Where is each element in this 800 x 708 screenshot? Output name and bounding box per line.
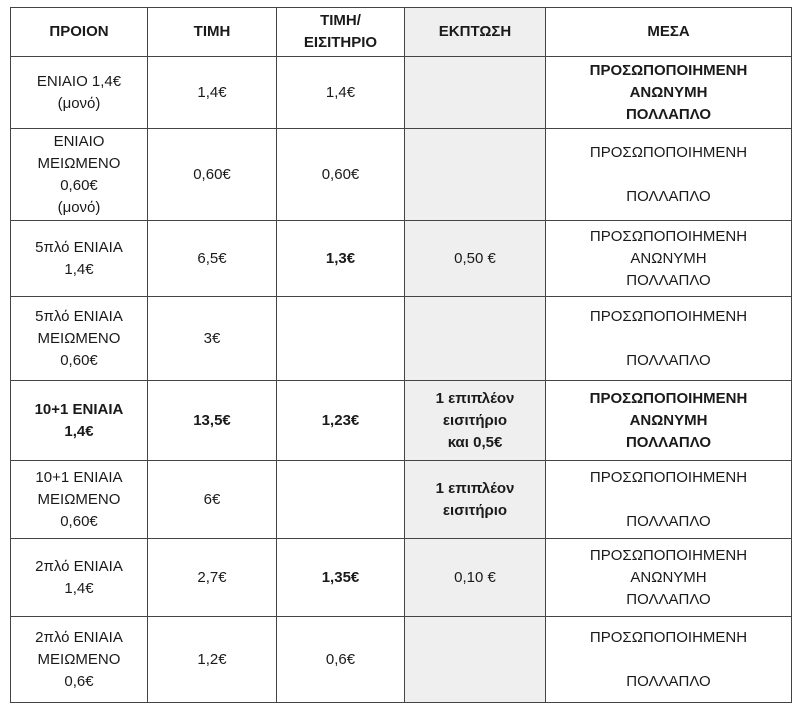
header-media: ΜΕΣΑ (546, 8, 792, 57)
header-price-per-ticket (277, 8, 405, 57)
cell-line: ΠΟΛΛΑΠΛΟ (626, 590, 711, 608)
cell-line: 5πλό ΕΝΙΑΙΑ (35, 238, 123, 256)
cell-media (546, 57, 792, 129)
cell-discount (405, 221, 546, 297)
cell-price: 1,2€ (148, 617, 277, 703)
cell-discount (405, 461, 546, 539)
cell-line: (μονό) (57, 94, 101, 112)
cell-line: ΑΝΩΝΥΜΗ (629, 411, 708, 429)
table-row (11, 381, 792, 461)
cell-price: 6€ (148, 461, 277, 539)
table-row (11, 539, 792, 617)
cell-discount (405, 129, 546, 221)
cell-per-ticket: 0,6€ (277, 617, 405, 703)
cell-line: 2πλό ΕΝΙΑΙΑ (35, 557, 123, 575)
table-row (11, 297, 792, 381)
cell-blank-line (550, 328, 787, 350)
cell-blank-line (550, 649, 787, 671)
cell-product (11, 381, 148, 461)
cell-line: ΑΝΩΝΥΜΗ (629, 83, 708, 101)
cell-line: ΜΕΙΩΜΕΝΟ (37, 329, 121, 347)
cell-discount (405, 381, 546, 461)
cell-per-ticket (277, 297, 405, 381)
cell-line: ΠΟΛΛΑΠΛΟ (625, 105, 712, 123)
cell-line: 1,4€ (64, 260, 94, 278)
table-row (11, 129, 792, 221)
cell-per-ticket: 1,4€ (277, 57, 405, 129)
cell-line: ΑΝΩΝΥΜΗ (630, 249, 707, 267)
cell-blank-line (550, 164, 787, 186)
cell-price: 13,5€ (148, 381, 277, 461)
cell-line: ΠΟΛΛΑΠΛΟ (626, 512, 711, 530)
header-price: ΤΙΜΗ (148, 8, 277, 57)
cell-line: 1 επιπλέον (435, 389, 515, 407)
cell-line: 5πλό ΕΝΙΑΙΑ (35, 307, 123, 325)
cell-line: 0,60€ (60, 512, 98, 530)
cell-line: εισιτήριο (442, 501, 508, 519)
cell-per-ticket: 1,35€ (277, 539, 405, 617)
cell-product (11, 461, 148, 539)
cell-per-ticket (277, 461, 405, 539)
cell-price: 0,60€ (148, 129, 277, 221)
cell-media (546, 461, 792, 539)
table-row (11, 57, 792, 129)
cell-line: ΜΕΙΩΜΕΝΟ (37, 650, 121, 668)
cell-product (11, 129, 148, 221)
cell-price: 6,5€ (148, 221, 277, 297)
cell-line: 0,10 € (454, 568, 496, 586)
cell-line: ΠΟΛΛΑΠΛΟ (626, 271, 711, 289)
cell-line: εισιτήριο (442, 411, 508, 429)
cell-product (11, 539, 148, 617)
cell-price: 1,4€ (148, 57, 277, 129)
cell-line: ΠΟΛΛΑΠΛΟ (626, 672, 711, 690)
cell-line: ΠΡΟΣΩΠΟΠΟΙΗΜΕΝΗ (589, 389, 748, 407)
cell-line: ΠΡΟΣΩΠΟΠΟΙΗΜΕΝΗ (589, 468, 748, 486)
cell-line: ΠΡΟΣΩΠΟΠΟΙΗΜΕΝΗ (589, 227, 748, 245)
cell-media (546, 221, 792, 297)
cell-discount (405, 617, 546, 703)
cell-line: 1,4€ (64, 579, 94, 597)
cell-product (11, 221, 148, 297)
header-discount: ΕΚΠΤΩΣΗ (405, 8, 546, 57)
cell-line: ΠΟΛΛΑΠΛΟ (626, 187, 711, 205)
cell-line: ΠΡΟΣΩΠΟΠΟΙΗΜΕΝΗ (589, 143, 748, 161)
cell-line: 0,6€ (64, 672, 94, 690)
cell-discount (405, 297, 546, 381)
header-row (11, 8, 792, 57)
cell-per-ticket: 0,60€ (277, 129, 405, 221)
cell-per-ticket: 1,23€ (277, 381, 405, 461)
header-price-per-ticket-line2: ΕΙΣΙΤΗΡΙΟ (303, 34, 378, 51)
cell-line: ΕΝΙΑΙΟ 1,4€ (36, 72, 122, 90)
cell-media (546, 539, 792, 617)
cell-product (11, 57, 148, 129)
cell-line: 10+1 ΕΝΙΑΙΑ (34, 400, 124, 418)
cell-line: ΠΡΟΣΩΠΟΠΟΙΗΜΕΝΗ (589, 61, 748, 79)
table-row (11, 617, 792, 703)
cell-price: 3€ (148, 297, 277, 381)
cell-discount (405, 539, 546, 617)
cell-line: ΑΝΩΝΥΜΗ (630, 568, 707, 586)
cell-blank-line (550, 489, 787, 511)
cell-media (546, 129, 792, 221)
cell-line: ΠΟΛΛΑΠΛΟ (626, 351, 711, 369)
cell-line: ΠΡΟΣΩΠΟΠΟΙΗΜΕΝΗ (589, 307, 748, 325)
cell-line: 0,60€ (60, 176, 98, 194)
cell-line: ΠΟΛΛΑΠΛΟ (625, 433, 712, 451)
fares-table (10, 7, 792, 703)
table-row (11, 461, 792, 539)
cell-product (11, 617, 148, 703)
cell-line: ΜΕΙΩΜΕΝΟ (37, 154, 121, 172)
header-price-per-ticket-line1: ΤΙΜΗ/ (320, 12, 361, 29)
cell-line: 0,60€ (60, 351, 98, 369)
header-product: ΠΡΟΙΟΝ (11, 8, 148, 57)
cell-media (546, 297, 792, 381)
cell-line: 10+1 ΕΝΙΑΙΑ (35, 468, 123, 486)
cell-media (546, 381, 792, 461)
cell-discount (405, 57, 546, 129)
cell-product (11, 297, 148, 381)
cell-line: 1,4€ (64, 422, 94, 440)
cell-price: 2,7€ (148, 539, 277, 617)
cell-line: 2πλό ΕΝΙΑΙΑ (35, 628, 123, 646)
cell-line: και 0,5€ (447, 433, 503, 451)
cell-line: ΠΡΟΣΩΠΟΠΟΙΗΜΕΝΗ (589, 546, 748, 564)
cell-line: ΜΕΙΩΜΕΝΟ (37, 490, 121, 508)
cell-line: 1 επιπλέον (435, 479, 515, 497)
cell-line: ΠΡΟΣΩΠΟΠΟΙΗΜΕΝΗ (589, 628, 748, 646)
table-row (11, 221, 792, 297)
cell-media (546, 617, 792, 703)
cell-line: ΕΝΙΑΙΟ (53, 132, 105, 150)
fares-body (11, 57, 792, 703)
cell-per-ticket: 1,3€ (277, 221, 405, 297)
cell-line: 0,50 € (454, 249, 496, 267)
cell-line: (μονό) (57, 198, 101, 216)
